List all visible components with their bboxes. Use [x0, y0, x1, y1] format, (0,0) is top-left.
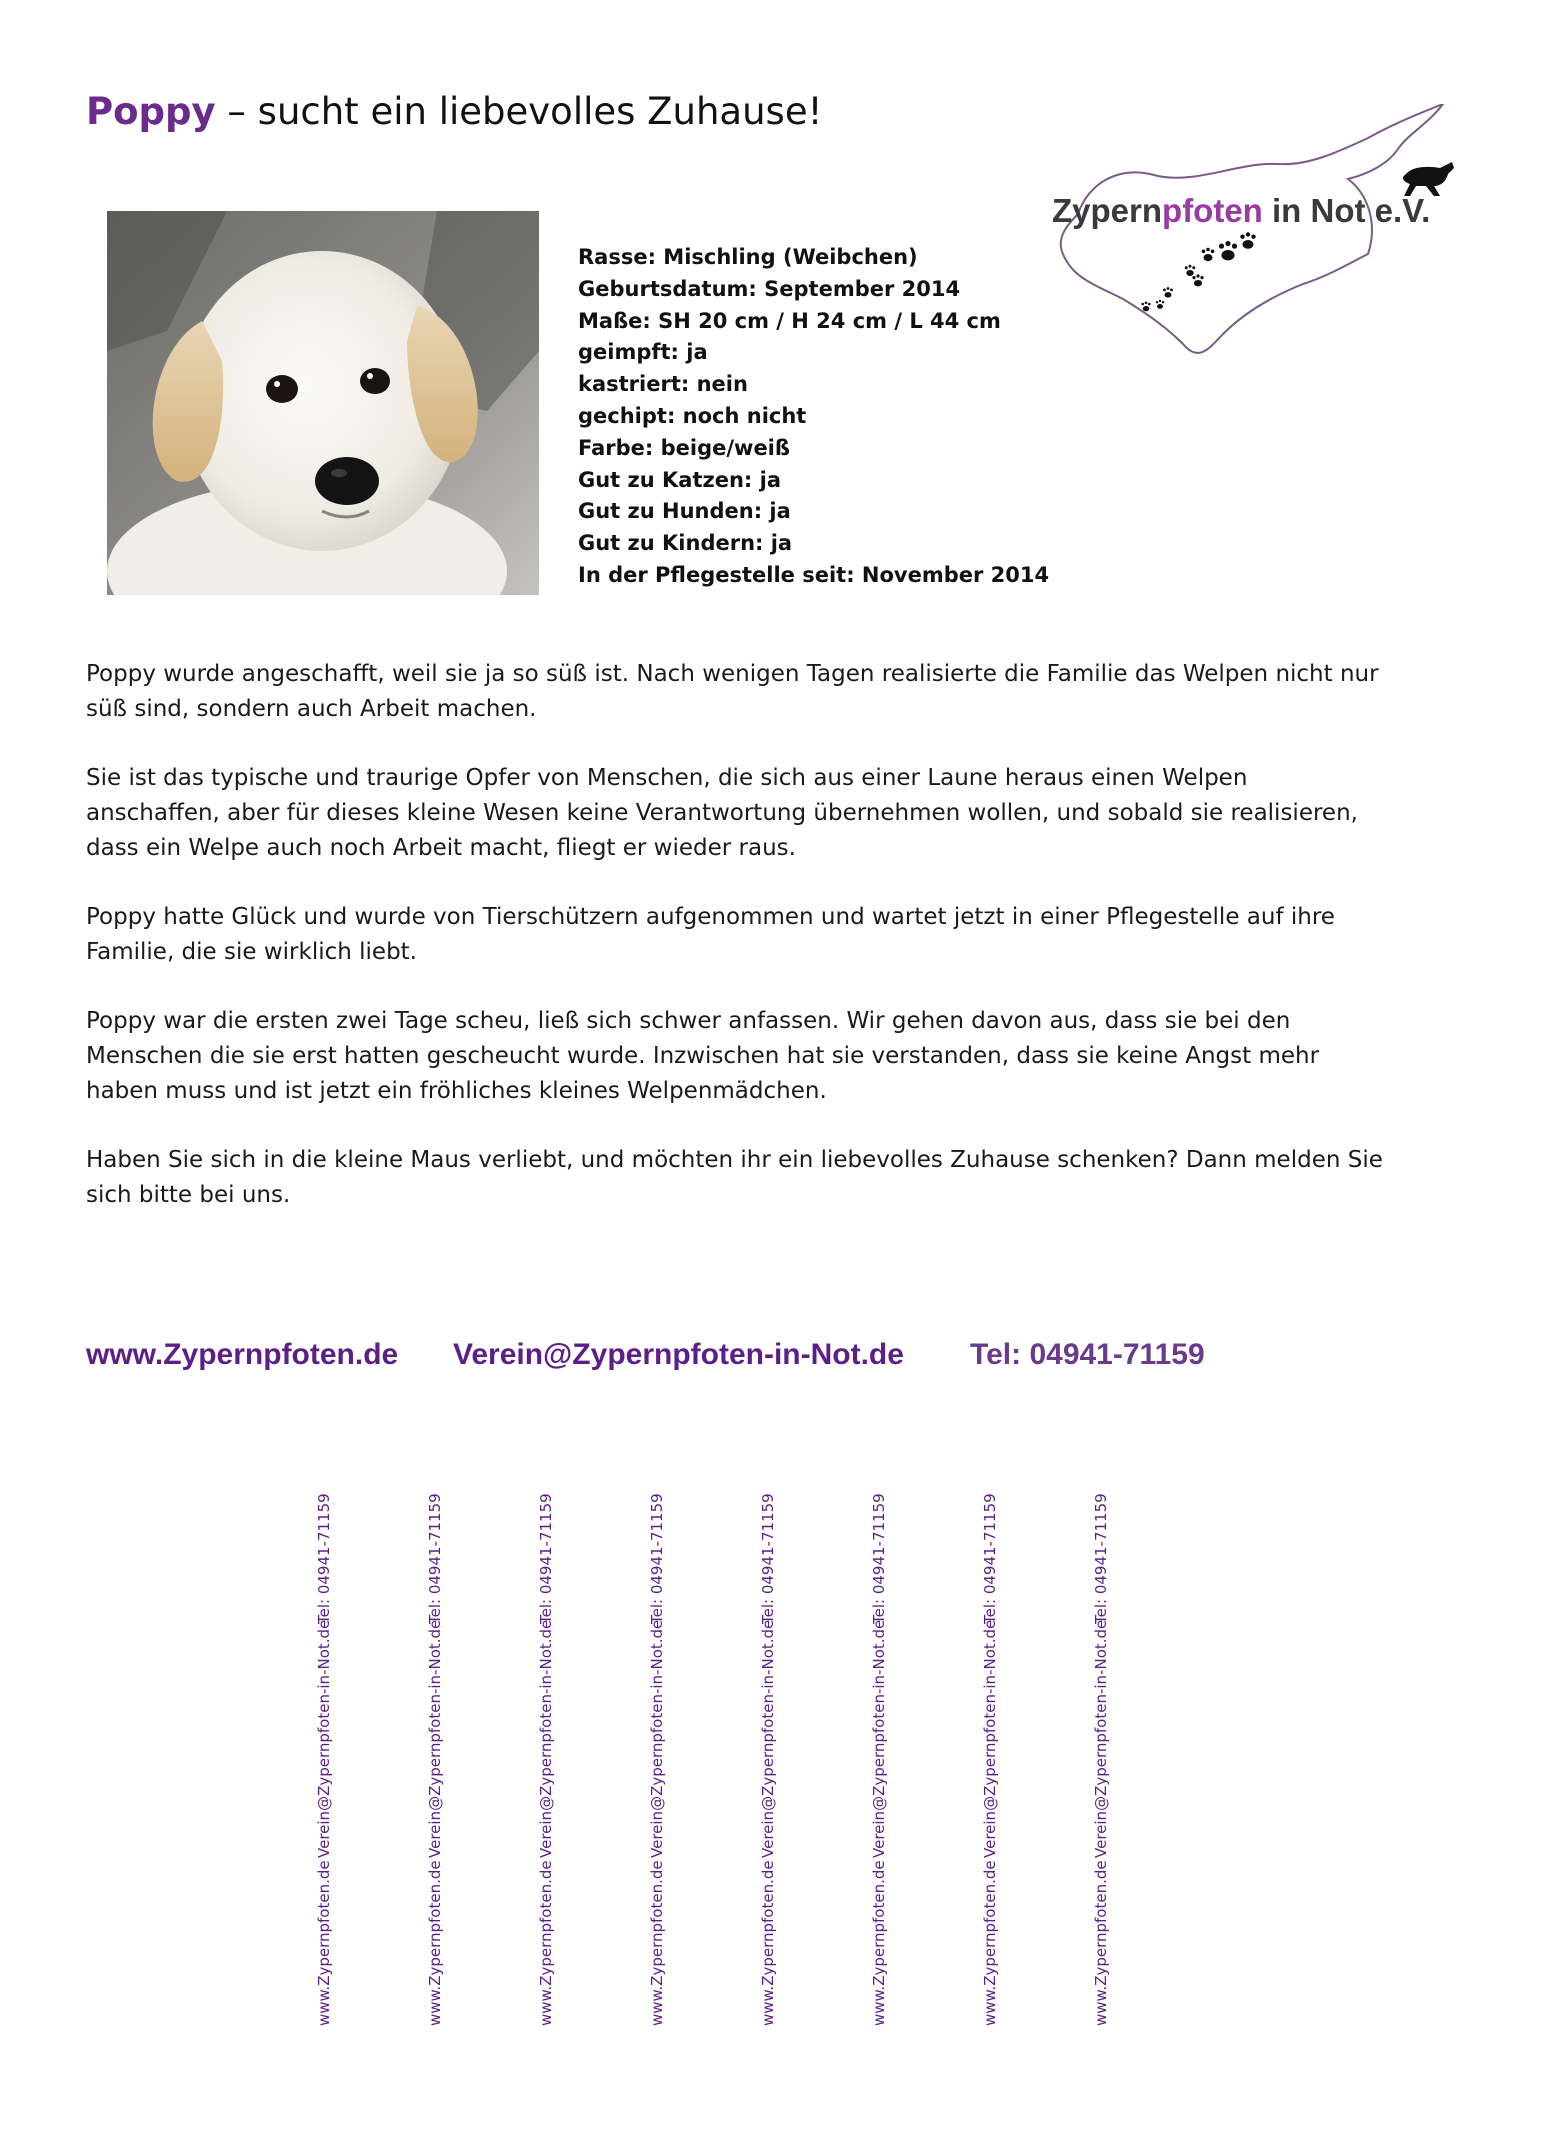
strip-phone: Tel: 04941-71159 — [981, 1493, 999, 1624]
email-link[interactable]: Verein@Zypernpfoten-in-Not.de — [453, 1338, 904, 1371]
tear-off-strip[interactable] — [315, 1493, 345, 2026]
fact-size: Maße: SH 20 cm / H 24 cm / L 44 cm — [578, 308, 1001, 333]
dog-facts — [578, 242, 1049, 592]
fact-neutered: kastriert: nein — [578, 372, 748, 397]
strip-phone: Tel: 04941-71159 — [315, 1493, 333, 1624]
strip-website: www.Zypernpfoten.de — [870, 1860, 888, 2026]
logo-text-zypern: Zypern — [1052, 192, 1163, 229]
strip-website: www.Zypernpfoten.de — [537, 1860, 555, 2026]
dog-name: Poppy — [86, 90, 216, 133]
strip-phone: Tel: 04941-71159 — [426, 1493, 444, 1624]
tear-off-strip[interactable] — [648, 1493, 678, 2026]
website-link[interactable]: www.Zypernpfoten.de — [86, 1338, 399, 1371]
strip-email: Verein@Zypernpfoten-in-Not.de — [1092, 1619, 1110, 1858]
strip-website: www.Zypernpfoten.de — [1092, 1860, 1110, 2026]
strip-email: Verein@Zypernpfoten-in-Not.de — [759, 1619, 777, 1858]
fact-breed: Rasse: Mischling (Weibchen) — [578, 245, 918, 269]
logo-text-rest: in Not e.V. — [1262, 192, 1431, 229]
tear-off-strip[interactable] — [981, 1493, 1011, 2026]
tear-off-strip[interactable] — [870, 1493, 900, 2026]
fact-children: Gut zu Kindern: ja — [578, 531, 793, 556]
title-subtitle: – sucht ein liebevolles Zuhause! — [215, 90, 823, 133]
strip-website: www.Zypernpfoten.de — [759, 1860, 777, 2026]
strip-website: www.Zypernpfoten.de — [981, 1860, 999, 2026]
strip-email: Verein@Zypernpfoten-in-Not.de — [870, 1619, 888, 1858]
strip-email: Verein@Zypernpfoten-in-Not.de — [981, 1619, 999, 1858]
paragraph: Sie ist das typische und traurige Opfer von Menschen, die sich aus einer Laune heraus einen Welpen anschaffen, aber für dieses kleine Wesen keine Verantwortung übernehmen wollen, und sobald sie realisieren, dass ein Welpe auch noch Arbeit macht, fliegt er wieder raus. — [86, 765, 1358, 861]
fact-color: Farbe: beige/weiß — [578, 435, 790, 460]
paragraph: Poppy hatte Glück und wurde von Tierschützern aufgenommen und wartet jetzt in einer Pflegestelle auf ihre Familie, die sie wirklich liebt. — [86, 904, 1335, 965]
organization-logo — [1048, 104, 1488, 364]
fact-chipped: gechipt: noch nicht — [578, 403, 807, 428]
fact-dogs: Gut zu Hunden: ja — [578, 499, 791, 524]
paw-prints — [1141, 232, 1255, 311]
strip-website: www.Zypernpfoten.de — [315, 1860, 333, 2026]
strip-phone: Tel: 04941-71159 — [1092, 1493, 1110, 1624]
logo-text — [1052, 192, 1430, 229]
tear-off-strip[interactable] — [537, 1493, 567, 2026]
strip-website: www.Zypernpfoten.de — [648, 1860, 666, 2026]
description — [86, 657, 1386, 1247]
phone-number: Tel: 04941-71159 — [970, 1338, 1205, 1371]
tear-off-strip[interactable] — [426, 1493, 456, 2026]
fact-foster-since: In der Pflegestelle seit: November 2014 — [578, 562, 1050, 587]
tear-off-strip[interactable] — [759, 1493, 789, 2026]
logo-text-pfoten: pfoten — [1162, 192, 1263, 229]
fact-cats: Gut zu Katzen: ja — [578, 467, 781, 492]
dog-photo — [107, 211, 539, 595]
paragraph: Poppy war die ersten zwei Tage scheu, ließ sich schwer anfassen. Wir gehen davon aus, dass sie bei den Menschen die sie erst hatten gescheucht wurde. Inzwischen hat sie verstanden, dass sie keine Angst mehr haben muss und ist jetzt ein fröhliches kleines Welpenmädchen. — [86, 1008, 1320, 1104]
fact-birthdate: Geburtsdatum: September 2014 — [578, 276, 961, 301]
strip-website: www.Zypernpfoten.de — [426, 1860, 444, 2026]
paragraph: Haben Sie sich in die kleine Maus verliebt, und möchten ihr ein liebevolles Zuhause schenken? Dann melden Sie sich bitte bei uns. — [86, 1147, 1383, 1208]
fact-vaccinated: geimpft: ja — [578, 340, 708, 365]
page-title — [86, 90, 822, 133]
strip-email: Verein@Zypernpfoten-in-Not.de — [426, 1619, 444, 1858]
strip-phone: Tel: 04941-71159 — [870, 1493, 888, 1624]
tear-off-strip[interactable] — [1092, 1493, 1122, 2026]
strip-email: Verein@Zypernpfoten-in-Not.de — [648, 1619, 666, 1858]
strip-email: Verein@Zypernpfoten-in-Not.de — [537, 1619, 555, 1858]
strip-phone: Tel: 04941-71159 — [759, 1493, 777, 1624]
strip-phone: Tel: 04941-71159 — [537, 1493, 555, 1624]
paragraph: Poppy wurde angeschafft, weil sie ja so süß ist. Nach wenigen Tagen realisierte die Familie das Welpen nicht nur süß sind, sondern auch Arbeit machen. — [86, 661, 1379, 722]
strip-email: Verein@Zypernpfoten-in-Not.de — [315, 1619, 333, 1858]
strip-phone: Tel: 04941-71159 — [648, 1493, 666, 1624]
